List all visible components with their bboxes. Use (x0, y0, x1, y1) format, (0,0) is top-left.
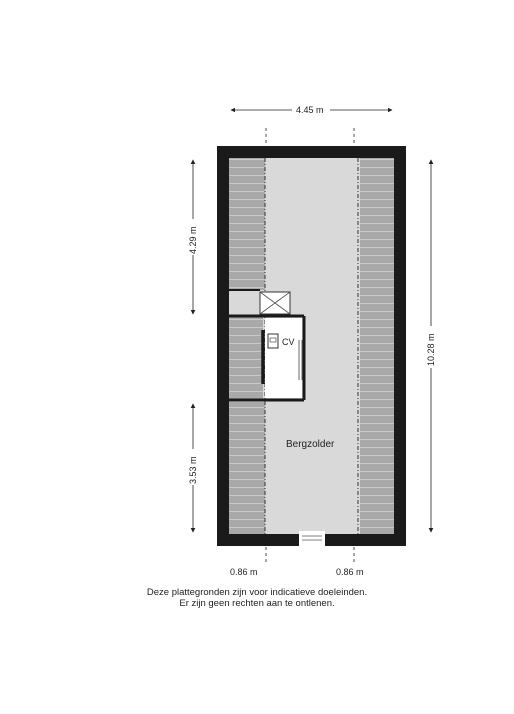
roof-slope-left-middle (229, 316, 263, 400)
disclaimer (0, 587, 514, 609)
disclaimer-line-2: Er zijn geen rechten aan te ontlenen. (179, 598, 335, 609)
disclaimer-line-1: Deze plattegronden zijn voor indicatieve doeleinden. (146, 587, 368, 598)
boiler-icon (268, 334, 278, 348)
stair-opening (299, 531, 325, 546)
roof-slope-left-upper (229, 158, 265, 290)
dim-right-label: 10.28 m (426, 333, 436, 366)
roof-slope-left-lower (229, 402, 265, 534)
dim-left-bottom-label: 3.53 m (188, 456, 198, 484)
roof-slope-right (360, 158, 394, 534)
dim-bottom-left-label: 0.86 m (230, 567, 258, 577)
cv-closet-floor (265, 318, 302, 398)
dim-top-label: 4.45 m (296, 105, 324, 115)
dim-left-top-label: 4.29 m (188, 226, 198, 254)
room-label: Bergzolder (286, 439, 335, 450)
cv-label: CV (282, 337, 295, 347)
dim-bottom-right-label: 0.86 m (336, 567, 364, 577)
